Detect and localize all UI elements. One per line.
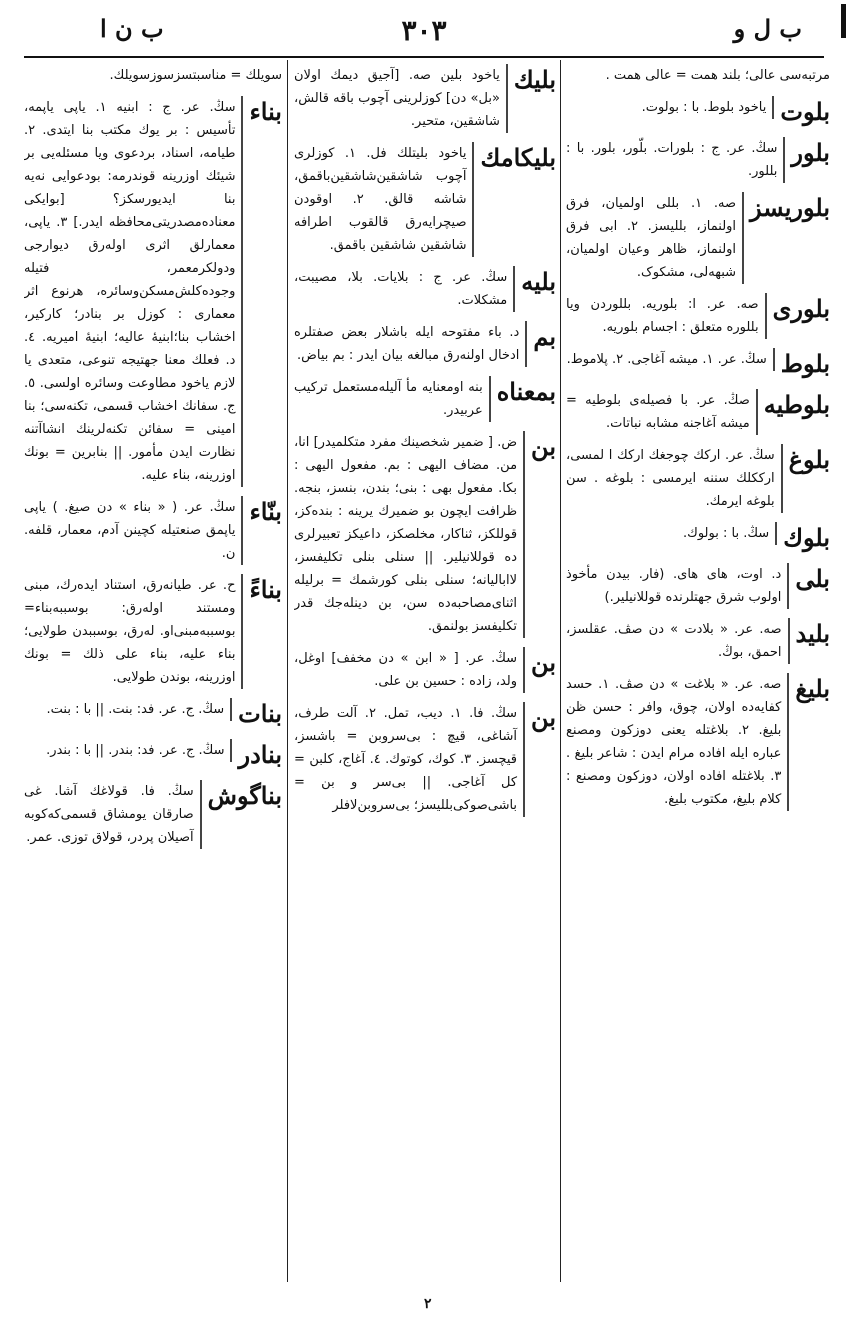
dictionary-entry bbox=[294, 431, 556, 638]
dictionary-entry bbox=[294, 64, 556, 133]
definition: سڭ. ج. عر. فد: بندر. || با : بندر. bbox=[24, 739, 232, 762]
definition: ح. عر. طیانه‌رق، استناد ایده‌رك، مبنی ومستند اوله‌رق: بوسببه‌بناء= بوسببه‌مبنی‌او. له‌رق، بوسببدن طولایی؛ بناء علیه، بناء علی ذلك = بونك اوزرینه، بوندن طولایی. bbox=[24, 574, 243, 689]
headword: بلوط bbox=[780, 349, 830, 378]
dictionary-entry bbox=[294, 647, 556, 693]
column-right bbox=[566, 64, 830, 1298]
definition: صه. ۱. بللی اولمیان، فرق اولنماز، بللیسز. ۲. ابی فرق اولنماز، ظاهر وعیان اولمیان، شبهه‌لی، مشکوک. bbox=[566, 192, 744, 284]
column-left bbox=[24, 64, 282, 1298]
dictionary-entry bbox=[294, 702, 556, 817]
definition: سڭ. عر. [ « ابن » دن مخفف] اوغل، ولد، زاده : حسین بن علی. bbox=[294, 647, 525, 693]
headword: بلوریسز bbox=[750, 193, 830, 222]
definition: صه. عر. « بلادت » دن صڤ. عقلسز، احمق، بوڭ. bbox=[566, 618, 790, 664]
headword: بلوطیه bbox=[763, 390, 830, 419]
definition: ض. [ ضمیر شخصینك مفرد متکلمیدر] انا، من. مضاف الیهی : بم. مفعول الیهی : بکا. مفعول بهی : بنی؛ بندن، بنسز، بنجه. ظرافت ایچون بو ضمیرك یرینه : بنده‌کز، قوللکز، ثناکار، مخلصکز، داعیکز تعبیرلری ده قوللانیلیر. || سنلی بنلی تکلیفسز، لاابالیانه؛ سنلی بنلی کورشمك = برلیله اثنای‌مصاحبه‌ده سن، بن دینله‌جك قدر تکلیفسز بولنمق. bbox=[294, 431, 525, 638]
dictionary-entry bbox=[566, 389, 830, 435]
headword: بلیه bbox=[521, 267, 556, 296]
headword: بم bbox=[533, 322, 556, 351]
definition: سڭ. عر. ( « بناء » دن صیغ. ) یاپی یاپمق صنعتیله کچینن آدم، معمار، قلفه. ن. bbox=[24, 496, 243, 565]
definition: صه. عر. « بلاغت » دن صڤ. ۱. حسد کفایه‌ده اولان، چوق، وافر : حسن ظن بلیغ. ۲. بلاغتله یعنی دوزکون ومصنع عباره ایله افاده مرام ایدن : شاعر بلیغ . ۳. بلاغتله افاده اولان، دوزکون ومصنع : کلام بلیغ، مکتوب بلیغ. bbox=[566, 673, 789, 811]
page-number: ۳۰۳ bbox=[401, 14, 447, 47]
dictionary-entry bbox=[294, 321, 556, 367]
headword: بن bbox=[531, 432, 556, 461]
dictionary-entry bbox=[294, 142, 556, 257]
dictionary-entry bbox=[566, 137, 830, 183]
headword: بمعناه bbox=[496, 377, 556, 406]
headword: بلیکامك bbox=[480, 143, 556, 172]
definition: صه. عر. ا: بلوریه. بللوردن ویا بللوره متعلق : اجسام بلوریه. bbox=[566, 293, 767, 339]
definition: سڭ. با : بولوك. bbox=[566, 522, 777, 545]
definition: سڭ. عر. ج : ابنیه ۱. یاپی یاپمه، تأسیس : بر یوك مکتب بنا ایتدی. ۲. طیامه، اسناد، بردعوی ویا مسئله‌یی بر شیئك اوزرینه قوندرمه: بودعوایی نه‌یه بنا ایدیورسکز؟ [بوایکی معناده‌مصدریتی‌محافظه ایدر.] ۳. یاپی، معمارلق اثری اوله‌رق دیوارجی ودولکرمعمر، فتیله وجوده‌کلش‌مسکن‌وسائره، هرنوع اثر معماری : کوزل بر بنادر؛ کارکیر، اخشاب بنا؛ابنیهٔ عالیه؛ ابنیهٔ امیریه. ٤. د. فعلك معنا جهتیجه تنوعی، متعدی یا لازم یاخود مطاوعت وسائره اولسی. ٥. ج. سفانك اخشاب قسمی، تکنه‌سی؛ بنا امینی = سفائن تکنه‌لرینك انشاآتنه نظارت ایدن مأمور. || بنابرین = بونك اوزرینه، بناء علیه. bbox=[24, 96, 243, 487]
definition: یاخود بلین صه. [آجیق دیمك اولان «بل» دن] کوزلرینی آچوب باقه قالش، شاشقین، متحیر. bbox=[294, 64, 508, 133]
headword: بلیغ bbox=[795, 674, 830, 703]
definition: د. باء مفتوحه ایله باشلار بعض صفتلره ادخال اولنه‌رق مبالغه بیان ایدر : بم بیاض. bbox=[294, 321, 527, 367]
column-divider bbox=[287, 60, 288, 1282]
headword: بن bbox=[531, 648, 556, 677]
headword: بلوك bbox=[783, 523, 830, 552]
definition: سڭ. ج. عر. فد: بنت. || با : بنت. bbox=[24, 698, 232, 721]
headword: بناء bbox=[249, 97, 282, 126]
dictionary-entry bbox=[566, 444, 830, 513]
dictionary-entry bbox=[566, 673, 830, 811]
dictionary-entry bbox=[566, 96, 830, 128]
dictionary-entry bbox=[24, 780, 282, 849]
dictionary-entry bbox=[24, 96, 282, 487]
headword: بلور bbox=[791, 138, 830, 167]
headword: بناءً bbox=[249, 575, 282, 604]
dictionary-entry bbox=[24, 698, 282, 730]
dictionary-entry bbox=[566, 293, 830, 339]
dictionary-entry bbox=[24, 739, 282, 771]
headword: بنادر bbox=[238, 740, 282, 769]
dictionary-entry bbox=[566, 618, 830, 664]
dictionary-entry bbox=[566, 563, 830, 609]
column-divider bbox=[560, 60, 561, 1282]
headword: بنات bbox=[238, 699, 282, 728]
definition: د. اوت، های های. (فار. بیدن مأخوذ اولوب شرق جهتلرنده قوللانیلیر.) bbox=[566, 563, 789, 609]
definition: سڭ. عر. ج : بلایات. بلا، مصیبت، مشکلات. bbox=[294, 266, 515, 312]
running-head-right: ب ل و bbox=[733, 14, 802, 43]
definition: سڭ. فا. قولاغك آشا. غی صارقان یومشاق قسمی‌که‌کوبه آصیلان پردر، قولاق توزی. عمر. bbox=[24, 780, 202, 849]
continuation-text: سویلك = مناسبتسزسوزسویلك. bbox=[109, 68, 282, 83]
headword: بلی bbox=[795, 564, 830, 593]
dictionary-entry bbox=[24, 496, 282, 565]
dictionary-entry bbox=[294, 266, 556, 312]
definition: سڭ. عر. ج : بلورات. بلّور، بلور. با : بللور. bbox=[566, 137, 785, 183]
dictionary-entry bbox=[566, 192, 830, 284]
headword: بن bbox=[531, 703, 556, 732]
headword: بلیك bbox=[513, 65, 556, 94]
headword: بنّاء bbox=[249, 497, 282, 526]
dictionary-entry bbox=[566, 348, 830, 380]
header-rule bbox=[24, 56, 824, 58]
definition: یاخود بلیتلك فل. ۱. کوزلری آچوب شاشقین‌شاشقین‌باقمق، شاشه قالق. ۲. اوقودن صیچرایه‌رق قالقوب اطرافه شاشقین شاشقین باقمق. bbox=[294, 142, 474, 257]
definition: صڭ. عر. با فصیله‌ی بلوطیه = میشه آغاجنه مشابه نباتات. bbox=[566, 389, 758, 435]
definition: یاخود بلوط. با : بولوت. bbox=[566, 96, 774, 119]
continuation-text: مرتبه‌سی عالی؛ بلند همت = عالی همت . bbox=[605, 68, 830, 83]
headword: بلوری bbox=[772, 294, 830, 323]
headword: بلوغ bbox=[788, 445, 830, 474]
signature-mark: ۲ bbox=[424, 1296, 432, 1312]
headword: بلید bbox=[795, 619, 830, 648]
dictionary-entry bbox=[24, 574, 282, 689]
headword: بناگوش bbox=[207, 781, 282, 810]
definition: سڭ. عر. ارکك چوجغك ارکك ا لمسی، ارککلك سننه ایرمسی : بلوغه . سن بلوغه ایرمك. bbox=[566, 444, 783, 513]
corner-mark bbox=[841, 4, 846, 38]
dictionary-entry bbox=[294, 376, 556, 422]
definition: بنه اومعنایه مأ آلیله‌مستعمل ترکیب عربیدر. bbox=[294, 376, 491, 422]
dictionary-entry bbox=[566, 522, 830, 554]
definition: سڭ. عر. ۱. میشه آغاجی. ۲. پلاموط. bbox=[566, 348, 775, 371]
column-middle bbox=[294, 64, 556, 1298]
headword: بلوت bbox=[780, 97, 830, 126]
running-head-left: ب ن ا bbox=[100, 14, 164, 43]
definition: سڭ. فا. ۱. دیب، تمل. ۲. آلت طرف، آشاغی، قیچ : بی‌سروبن = باشسز، قیچسز. ۳. کوك، کوتوك. ٤. آغاج، کلبن = کل آغاجی. || بی‌سر و بن = باشی‌صوکی‌بللیسز؛ بی‌سروبن‌لافلر bbox=[294, 702, 525, 817]
